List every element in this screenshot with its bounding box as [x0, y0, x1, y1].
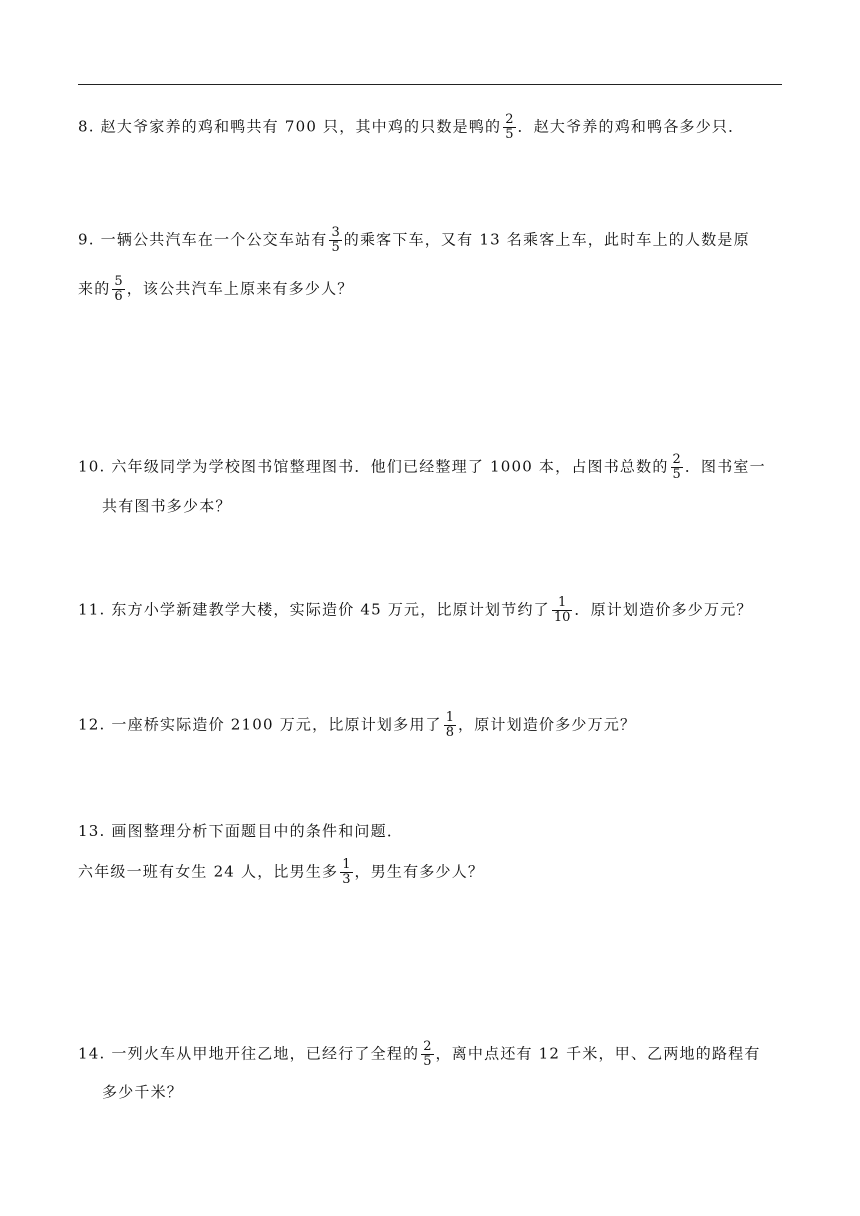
fraction-numerator: 2 — [672, 452, 681, 467]
fraction-denominator: 5 — [331, 240, 340, 255]
question-10-fraction — [671, 453, 683, 482]
question-10-text-a: 10. 六年级同学为学校图书馆整理图书．他们已经整理了 1000 本，占图书总数的 — [78, 457, 669, 476]
question-10-text-c: 共有图书多少本？ — [102, 497, 232, 515]
question-11-text-a: 11. 东方小学新建教学大楼，实际造价 45 万元，比原计划节约了 — [78, 600, 550, 619]
question-14-text-b: ，离中点还有 12 千米，甲、乙两地的路程有 — [435, 1044, 761, 1063]
question-14-line-2 — [102, 1081, 183, 1103]
question-9-text-b: 的乘客下车，又有 13 名乘客上车，此时车上的人数是原 — [343, 230, 750, 249]
question-9-line-2 — [78, 275, 354, 304]
question-9-fraction-2 — [112, 275, 124, 304]
fraction-denominator: 5 — [505, 127, 514, 142]
fraction-numerator: 1 — [445, 710, 455, 725]
question-8-fraction — [503, 113, 515, 142]
question-11-text-b: ．原计划造价多少万元？ — [574, 600, 753, 619]
question-8-text-b: ．赵大爷养的鸡和鸭各多少只． — [517, 117, 745, 136]
question-11-line-1 — [78, 596, 753, 625]
question-9-fraction-1 — [329, 226, 341, 255]
question-14-text-c: 多少千米？ — [102, 1083, 184, 1101]
question-12-text-a: 12. 一座桥实际造价 2100 万元，比原计划多用了 — [78, 715, 442, 734]
question-13-fraction — [340, 858, 352, 887]
fraction-numerator: 1 — [552, 596, 573, 611]
question-14-fraction — [421, 1040, 433, 1069]
fraction-denominator: 8 — [445, 725, 455, 740]
fraction-denominator: 5 — [672, 467, 681, 482]
question-13-line-1 — [78, 820, 403, 842]
question-10-line-1 — [78, 453, 766, 482]
header-rule — [78, 84, 782, 85]
question-11-fraction — [552, 596, 573, 625]
question-12-text-b: ，原计划造价多少万元？ — [458, 715, 637, 734]
fraction-denominator: 6 — [114, 289, 123, 304]
question-13-text-c: ，男生有多少人？ — [354, 862, 485, 881]
fraction-numerator: 5 — [114, 274, 123, 289]
question-10-text-b: ．图书室一 — [684, 457, 766, 476]
question-9-text-d: ，该公共汽车上原来有多少人？ — [126, 279, 354, 298]
question-8-text-a: 8. 赵大爷家养的鸡和鸭共有 700 只，其中鸡的只数是鸭的 — [78, 117, 502, 136]
fraction-numerator: 3 — [331, 225, 340, 240]
question-9-line-1 — [78, 226, 750, 255]
fraction-denominator: 5 — [423, 1054, 432, 1069]
fraction-denominator: 10 — [553, 610, 571, 625]
question-13-text-a: 13. 画图整理分析下面题目中的条件和问题． — [78, 822, 404, 840]
fraction-numerator: 1 — [342, 857, 351, 872]
question-13-line-2 — [78, 858, 484, 887]
question-12-fraction — [444, 711, 456, 740]
question-10-line-2 — [102, 495, 232, 517]
question-9-text-a: 9. 一辆公共汽车在一个公交车站有 — [78, 230, 328, 249]
question-12-line-1 — [78, 711, 636, 740]
question-9-text-c: 来的 — [78, 279, 111, 298]
question-8-line-1 — [78, 113, 744, 142]
fraction-denominator: 3 — [342, 872, 351, 887]
question-13-text-b: 六年级一班有女生 24 人，比男生多 — [78, 862, 339, 881]
fraction-numerator: 2 — [505, 112, 514, 127]
fraction-numerator: 2 — [423, 1039, 432, 1054]
question-14-text-a: 14. 一列火车从甲地开往乙地，已经行了全程的 — [78, 1044, 420, 1063]
question-14-line-1 — [78, 1040, 761, 1069]
